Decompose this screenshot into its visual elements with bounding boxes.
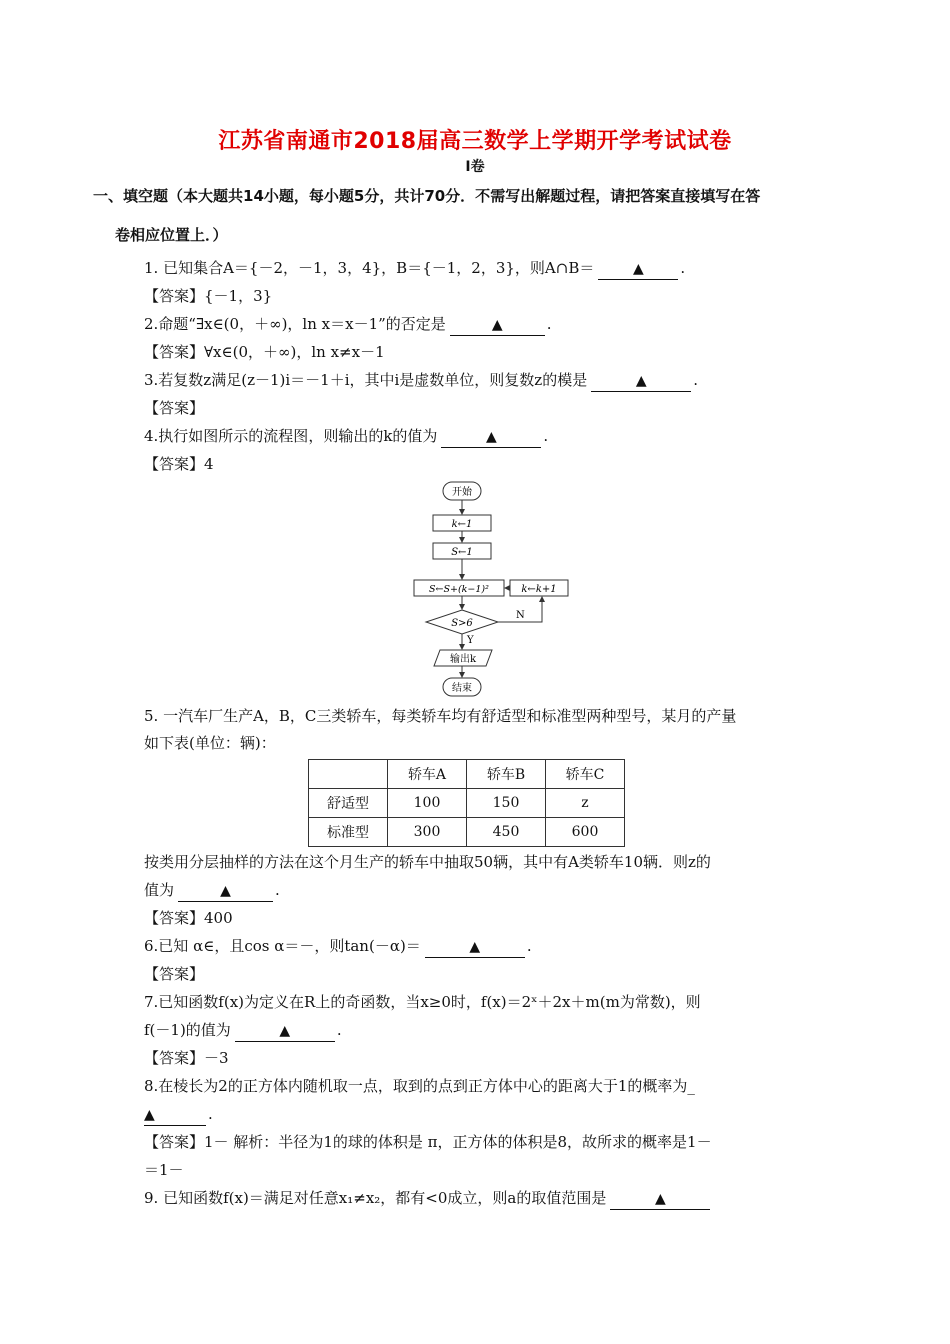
- table-cell: 轿车A: [388, 760, 467, 789]
- flow-k-update-label: k←k+1: [521, 584, 557, 595]
- flow-end-label: 结束: [452, 683, 472, 694]
- table-cell: 150: [467, 789, 546, 818]
- question-7-line2: [144, 1020, 342, 1042]
- answer-8-line1: 【答案】1－ 解析：半径为1的球的体积是 π，正方体的体积是8，故所求的概率是1－: [144, 1133, 712, 1151]
- question-1: [144, 258, 685, 280]
- answer-1: 【答案】{－1，3}: [144, 287, 273, 305]
- table-cell: 舒适型: [309, 789, 388, 818]
- question-6: [144, 936, 532, 958]
- question-8-line2: [144, 1104, 213, 1126]
- answer-4: 【答案】4: [144, 455, 214, 473]
- answer-blank: [178, 880, 273, 902]
- question-2: [144, 314, 552, 336]
- question-3: [144, 370, 698, 392]
- answer-blank: [441, 426, 541, 448]
- exam-subtitle: I卷: [465, 159, 485, 175]
- question-tail: .: [543, 427, 549, 445]
- table-cell: 轿车B: [467, 760, 546, 789]
- flow-start-label: 开始: [452, 487, 472, 498]
- flow-s-update-label: S←S+(k−1)²: [429, 584, 489, 595]
- table-cell: 600: [546, 818, 625, 847]
- question-1-text: 1. 已知集合A＝{－2，－1，3，4}，B＝{－1，2，3}，则A∩B＝: [144, 259, 595, 277]
- question-9: [144, 1188, 712, 1210]
- triangle-icon: ▲: [486, 429, 497, 445]
- table-cell: [309, 760, 388, 789]
- question-6-text: 6.已知 α∈，且cos α＝－，则tan(－α)＝: [144, 937, 421, 955]
- table-row: [309, 789, 625, 818]
- flowchart: [400, 478, 590, 700]
- triangle-icon: ▲: [632, 261, 644, 277]
- question-tail: .: [546, 315, 552, 333]
- question-tail: .: [693, 371, 698, 389]
- section-header-cont: 卷相应位置上．）: [115, 226, 228, 244]
- question-4-text: 4.执行如图所示的流程图，则输出的k的值为: [144, 427, 438, 445]
- question-tail: .: [208, 1105, 213, 1123]
- question-9-text: 9. 已知函数f(x)＝满足对任意x₁≠x₂，都有<0成立，则a的取值范围是: [144, 1189, 607, 1207]
- answer-6: 【答案】: [144, 965, 205, 983]
- triangle-icon: ▲: [654, 1191, 666, 1207]
- answer-blank: [610, 1188, 710, 1210]
- triangle-icon: ▲: [220, 883, 231, 899]
- triangle-icon: ▲: [469, 939, 481, 955]
- question-tail: .: [275, 881, 280, 899]
- flow-no-label: N: [516, 610, 525, 621]
- table-cell: 标准型: [309, 818, 388, 847]
- answer-2: 【答案】∀x∈(0，＋∞)，ln x≠x－1: [144, 343, 385, 361]
- table-cell: 100: [388, 789, 467, 818]
- table-cell: z: [546, 789, 625, 818]
- answer-blank: [144, 1104, 206, 1126]
- triangle-icon: ▲: [144, 1107, 155, 1123]
- triangle-icon: ▲: [279, 1023, 291, 1039]
- question-4: [144, 426, 548, 448]
- answer-blank: [591, 370, 691, 392]
- answer-3: 【答案】: [144, 399, 205, 417]
- answer-5: 【答案】400: [144, 909, 233, 927]
- question-5-text: 值为: [144, 881, 175, 899]
- flow-condition-label: S>6: [451, 618, 473, 629]
- answer-7: 【答案】－3: [144, 1049, 229, 1067]
- exam-title: 江苏省南通市2018届高三数学上学期开学考试试卷: [218, 129, 732, 154]
- question-7-text: f(－1)的值为: [144, 1021, 231, 1039]
- answer-blank: [235, 1020, 335, 1042]
- answer-blank: [450, 314, 545, 336]
- table-cell: 轿车C: [546, 760, 625, 789]
- answer-blank: [598, 258, 678, 280]
- section-header: 一、填空题（本大题共14小题，每小题5分，共计70分．不需写出解题过程，请把答案直接填写在答: [93, 187, 761, 205]
- table-cell: 300: [388, 818, 467, 847]
- question-3-text: 3.若复数z满足(z－1)i＝－1＋i，其中i是虚数单位，则复数z的模是: [144, 371, 588, 389]
- question-tail: .: [336, 1021, 342, 1039]
- flow-yes-label: Y: [467, 635, 474, 646]
- question-7-line1: 7.已知函数f(x)为定义在R上的奇函数，当x≥0时，f(x)＝2ˣ＋2x＋m(m为常数)，则: [144, 993, 701, 1011]
- triangle-icon: ▲: [491, 317, 503, 333]
- table-row: [309, 818, 625, 847]
- triangle-icon: ▲: [635, 373, 647, 389]
- question-5-line2: 如下表(单位：辆)：: [144, 734, 276, 752]
- question-tail: .: [680, 259, 686, 277]
- question-2-text: 2.命题“∃x∈(0，＋∞)，ln x＝x－1”的否定是: [144, 315, 446, 333]
- question-5-line3: 按类用分层抽样的方法在这个月生产的轿车中抽取50辆，其中有A类轿车10辆．则z的: [144, 853, 711, 871]
- question-5-line4: [144, 880, 280, 902]
- question-5-line1: 5. 一汽车厂生产A，B，C三类轿车，每类轿车均有舒适型和标准型两种型号，某月的产量: [144, 707, 737, 725]
- flow-s-init-label: S←1: [451, 547, 473, 558]
- answer-8-line2: ＝1－: [144, 1161, 184, 1179]
- question-tail: .: [526, 937, 532, 955]
- production-table: [308, 759, 625, 847]
- question-8-line1: 8.在棱长为2的正方体内随机取一点，取到的点到正方体中心的距离大于1的概率为_: [144, 1077, 695, 1095]
- answer-blank: [425, 936, 525, 958]
- flow-k-init-label: k←1: [451, 519, 473, 530]
- table-cell: 450: [467, 818, 546, 847]
- flow-output-label: 输出k: [449, 654, 477, 665]
- table-header-row: [309, 760, 625, 789]
